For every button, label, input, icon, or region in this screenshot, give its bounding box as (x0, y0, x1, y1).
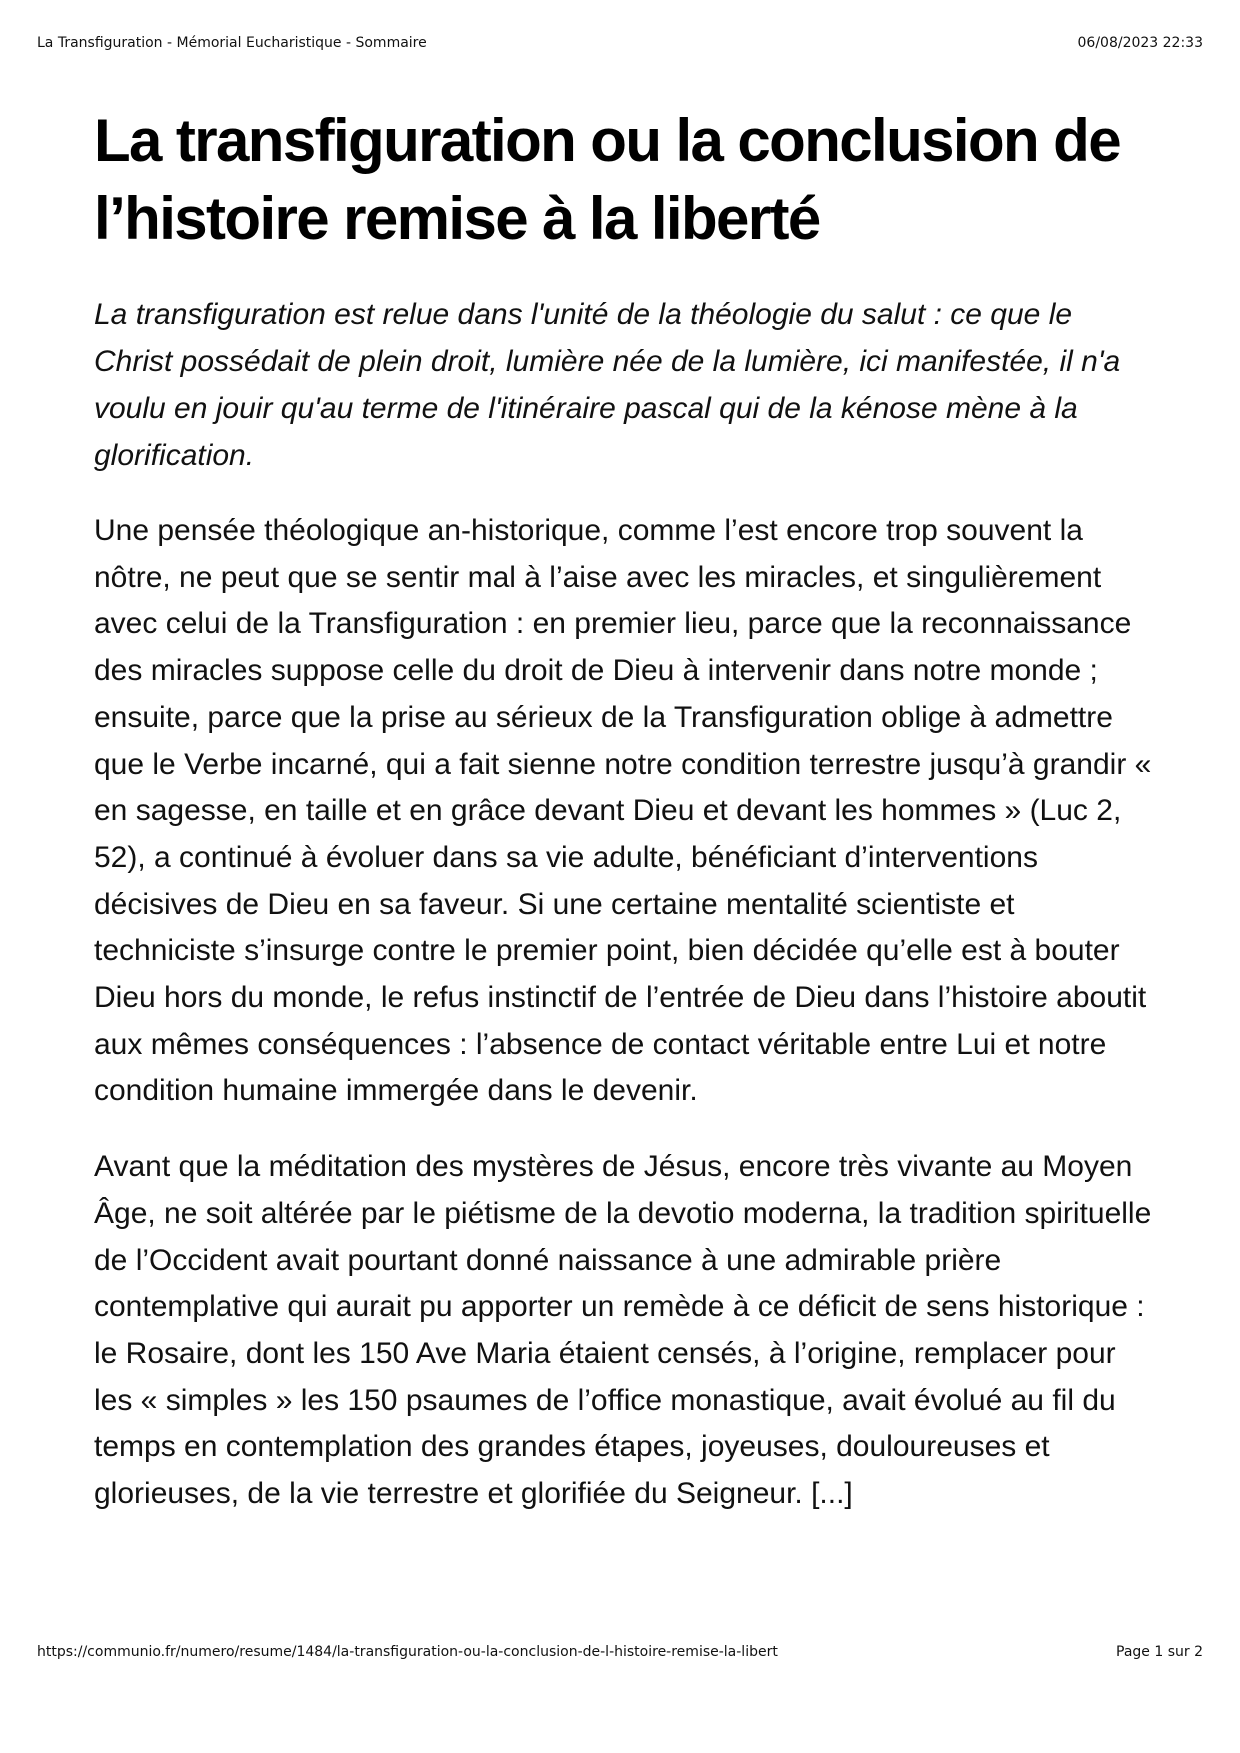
print-header (37, 35, 1203, 51)
article-title: La transfiguration ou la conclusion de l’histoire remise à la liberté (94, 107, 1120, 252)
page-url: https://communio.fr/numero/resume/1484/la-transfiguration-ou-la-conclusion-de-l-histoire-remise-la-libert (37, 1644, 778, 1660)
document-title: La Transfiguration - Mémorial Eucharistique - Sommaire (37, 35, 427, 51)
body-paragraph-2: Avant que la méditation des mystères de Jésus, encore très vivante au Moyen Âge, ne soit altérée par le piétisme de la devotio moderna, la tradition spirituelle de l’Occident avait pourtant donné naissance à une admirable prière contemplative qui aurait pu apporter un remède à ce déficit de sens historique : le Rosaire, dont les 150 Ave Maria étaient censés, à l’origine, remplacer pour les « simples » les 150 psaumes de l’office monastique, avait évolué au fil du temps en contemplation des grandes étapes, joyeuses, douloureuses et glorieuses, de la vie terrestre et glorifiée du Seigneur. [...] (94, 1150, 1152, 1511)
article (94, 102, 1154, 1518)
print-datetime: 06/08/2023 22:33 (1077, 35, 1203, 51)
article-lead: La transfiguration est relue dans l'unité de la théologie du salut : ce que le Christ possédait de plein droit, lumière née de la lumière, ici manifestée, il n'a voulu en jouir qu'au terme de l'itinéraire pascal qui de la kénose mène à la glorification. (94, 298, 1121, 472)
print-footer (37, 1644, 1203, 1660)
page-indicator: Page 1 sur 2 (1116, 1644, 1203, 1660)
body-paragraph-1: Une pensée théologique an-historique, comme l’est encore trop souvent la nôtre, ne peut que se sentir mal à l’aise avec les miracles, et singulièrement avec celui de la Transfiguration : en premier lieu, parce que la reconnaissance des miracles suppose celle du droit de Dieu à intervenir dans notre monde ; ensuite, parce que la prise au sérieux de la Transfiguration oblige à admettre que le Verbe incarné, qui a fait sienne notre condition terrestre jusqu’à grandir « en sagesse, en taille et en grâce devant Dieu et devant les hommes » (Luc 2, 52), a continué à évoluer dans sa vie adulte, bénéficiant d’interventions décisives de Dieu en sa faveur. Si une certaine mentalité scientiste et techniciste s’insurge contre le premier point, bien décidée qu’elle est à bouter Dieu hors du monde, le refus instinctif de l’entrée de Dieu dans l’histoire aboutit aux mêmes conséquences : l’absence de contact véritable entre Lui et notre condition humaine immergée dans le devenir. (94, 514, 1152, 1108)
